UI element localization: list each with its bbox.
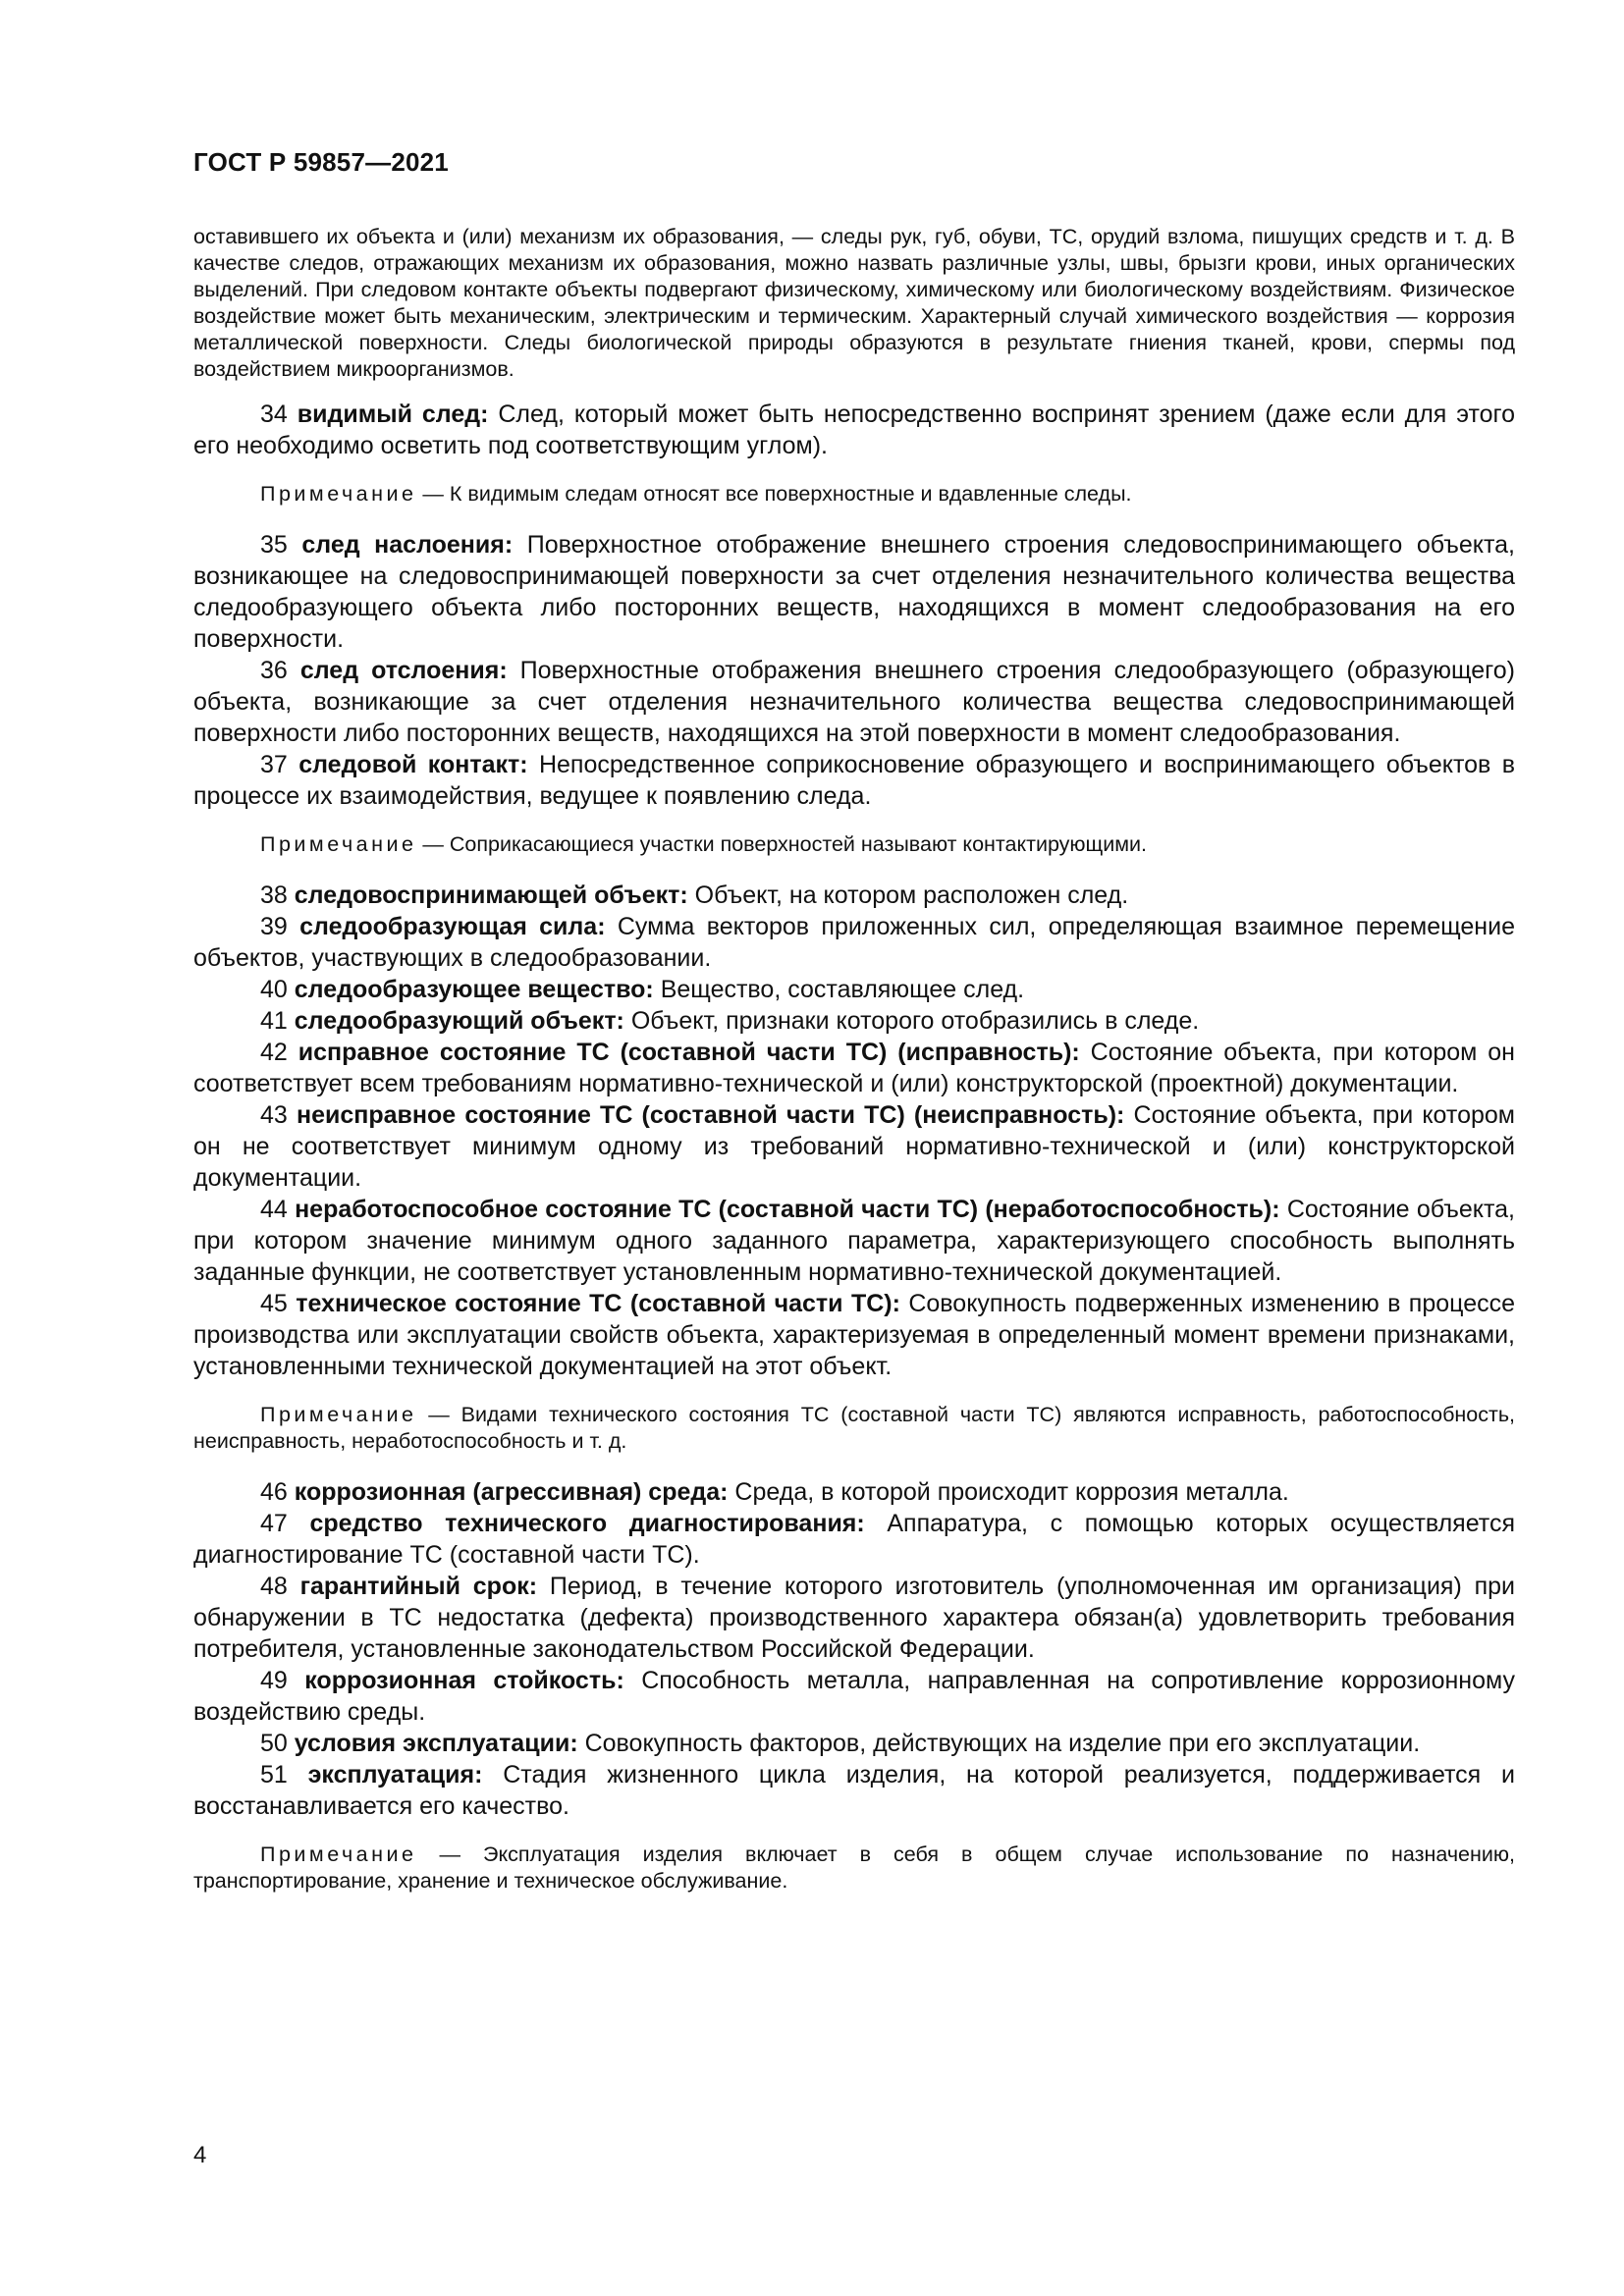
note-text: — Видами технического состояния ТС (составной части ТС) являются исправность, работоспособность, неисправность, неработоспособность и т. д.	[193, 1403, 1515, 1453]
entry-definition: Аппаратура, с помощью которых осуществляется диагностирование ТС (составной части ТС).	[193, 1510, 1516, 1569]
entry-definition: Совокупность факторов, действующих на изделие при его эксплуатации.	[577, 1730, 1421, 1757]
entry-term: неработоспособное состояние ТС (составной части ТС) (неработоспособность):	[295, 1196, 1280, 1223]
entry-definition: Состояние объекта, при котором он соответствует всем требованиям нормативно-технической и (или) конструкторской (проектной) документации.	[193, 1039, 1515, 1097]
entry-51	[193, 1759, 1515, 1822]
entry-44	[193, 1194, 1515, 1288]
entry-definition: Непосредственное соприкосновение образующего и воспринимающего объектов в процессе их взаимодействия, ведущее к появлению следа.	[193, 751, 1515, 810]
note-37	[193, 831, 1515, 858]
entry-37	[193, 749, 1515, 812]
entry-definition: Сумма векторов приложенных сил, определяющая взаимное перемещение объектов, участвующих в следообразовании.	[193, 913, 1515, 972]
note-label: Примечание	[260, 1842, 417, 1866]
entry-term: техническое состояние ТС (составной части ТС):	[296, 1290, 900, 1317]
document-body	[193, 224, 1515, 1916]
entry-definition: Среда, в которой происходит коррозия металла.	[728, 1478, 1289, 1506]
note-text: — Соприкасающиеся участки поверхностей называют контактирующими.	[416, 832, 1148, 856]
entry-38	[193, 880, 1515, 911]
note-label: Примечание	[260, 1403, 417, 1426]
entry-term: следообразующий объект:	[294, 1007, 624, 1035]
entry-definition: Способность металла, направленная на сопротивление коррозионному воздействию среды.	[193, 1667, 1515, 1726]
entry-term: следообразующая сила:	[299, 913, 606, 940]
entry-number: 37	[260, 751, 299, 778]
note-label: Примечание	[260, 832, 417, 856]
entry-term: неисправное состояние ТС (составной части ТС) (неисправность):	[296, 1101, 1125, 1129]
entry-39	[193, 911, 1515, 974]
entry-definition: Состояние объекта, при котором значение минимум одного заданного параметра, характеризующего способность выполнять заданные функции, не соответствует установленным нормативно-технической документацией.	[193, 1196, 1515, 1286]
entry-number: 48	[260, 1573, 300, 1600]
entry-number: 35	[260, 531, 302, 559]
entry-45	[193, 1288, 1515, 1382]
entry-term: эксплуатация:	[307, 1761, 483, 1789]
entry-term: след отслоения:	[299, 657, 508, 684]
entry-number: 42	[260, 1039, 298, 1066]
page-number: 4	[193, 2142, 207, 2168]
entry-term: следообразующее вещество:	[294, 976, 654, 1003]
entry-number: 51	[260, 1761, 308, 1789]
entry-term: следовой контакт:	[298, 751, 528, 778]
entry-term: след наслоения:	[301, 531, 514, 559]
entry-term: условия эксплуатации:	[294, 1730, 578, 1757]
note-45	[193, 1402, 1515, 1455]
entry-number: 43	[260, 1101, 297, 1129]
entry-definition: Поверхностные отображения внешнего строения следообразующего (образующего) объекта, возникающие за счет отделения незначительного количества вещества следовоспринимающей поверхности либо посторонних веществ, находящихся на этой поверхности в момент следообразования.	[193, 657, 1515, 747]
entry-term: следовоспринимающей объект:	[294, 881, 688, 909]
entry-34	[193, 399, 1515, 461]
entry-definition: Период, в течение которого изготовитель (уполномоченная им организация) при обнаружении в ТС недостатка (дефекта) производственного характера обязан(а) удовлетворить требования потребителя, установленные законодательством Российской Федерации.	[193, 1573, 1515, 1663]
entry-number: 41	[260, 1007, 295, 1035]
entry-35	[193, 529, 1515, 655]
entry-number: 34	[260, 400, 298, 428]
entry-47	[193, 1508, 1515, 1571]
entry-definition: Поверхностное отображение внешнего строения следовоспринимающего объекта, возникающее на следовоспринимающей поверхности за счет отделения незначительного количества вещества следообразующего объекта либо посторонних веществ, находящихся в момент следообразования на его поверхности.	[193, 531, 1515, 653]
entry-49	[193, 1665, 1515, 1728]
entry-term: коррозионная стойкость:	[304, 1667, 624, 1694]
entry-number: 49	[260, 1667, 305, 1694]
entry-number: 46	[260, 1478, 295, 1506]
entry-number: 50	[260, 1730, 295, 1757]
entry-36	[193, 655, 1515, 749]
entry-number: 38	[260, 881, 295, 909]
entry-43	[193, 1099, 1515, 1194]
entry-42	[193, 1037, 1515, 1099]
entry-term: видимый след:	[297, 400, 489, 428]
entry-50	[193, 1728, 1515, 1759]
entry-number: 39	[260, 913, 300, 940]
note-text: — К видимым следам относят все поверхностные и вдавленные следы.	[416, 482, 1132, 506]
document-header: ГОСТ Р 59857—2021	[193, 147, 449, 177]
entry-term: исправное состояние ТС (составной части ТС) (исправность):	[298, 1039, 1080, 1066]
note-label: Примечание	[260, 482, 417, 506]
entry-46	[193, 1476, 1515, 1508]
entry-term: коррозионная (агрессивная) среда:	[294, 1478, 729, 1506]
entry-41	[193, 1005, 1515, 1037]
entry-40	[193, 974, 1515, 1005]
entry-definition: Состояние объекта, при котором он не соответствует минимум одному из требований нормативно-технической и (или) конструкторской документации.	[193, 1101, 1515, 1192]
entry-number: 45	[260, 1290, 297, 1317]
entry-term: средство технического диагностирования:	[309, 1510, 865, 1537]
entry-definition: След, который может быть непосредственно воспринят зрением (даже если для этого его необходимо осветить под соответствующим углом).	[193, 400, 1515, 459]
entry-definition: Совокупность подверженных изменению в процессе производства или эксплуатации свойств объекта, характеризуемая в определенный момент времени признаками, установленными технической документацией на этот объект.	[193, 1290, 1515, 1380]
entry-definition: Стадия жизненного цикла изделия, на которой реализуется, поддерживается и восстанавливается его качество.	[193, 1761, 1515, 1820]
entry-definition: Объект, на котором расположен след.	[687, 881, 1129, 909]
entry-definition: Вещество, составляющее след.	[653, 976, 1025, 1003]
entry-number: 40	[260, 976, 295, 1003]
entry-definition: Объект, признаки которого отобразились в следе.	[623, 1007, 1200, 1035]
note-text: — Эксплуатация изделия включает в себя в общем случае использование по назначению, транспортирование, хранение и техническое обслуживание.	[193, 1842, 1515, 1893]
entry-number: 47	[260, 1510, 310, 1537]
note-34	[193, 481, 1515, 507]
entry-number: 36	[260, 657, 300, 684]
intro-paragraph: оставившего их объекта и (или) механизм их образования, — следы рук, губ, обуви, ТС, орудий взлома, пишущих средств и т. д. В качестве следов, отражающих механизм их образования, можно назвать различные узлы, швы, брызги крови, иных органических выделений. При следовом контакте объекты подвергают физическому, химическому или биологическому воздействиям. Физическое воздействие может быть механическим, электрическим и термическим. Характерный случай химического воздействия — коррозия металлической поверхности. Следы биологической природы образуются в результате гниения тканей, крови, спермы под воздействием микроорганизмов.	[193, 225, 1515, 381]
entry-number: 44	[260, 1196, 296, 1223]
note-51	[193, 1842, 1515, 1895]
entry-48	[193, 1571, 1515, 1665]
entry-term: гарантийный срок:	[299, 1573, 538, 1600]
